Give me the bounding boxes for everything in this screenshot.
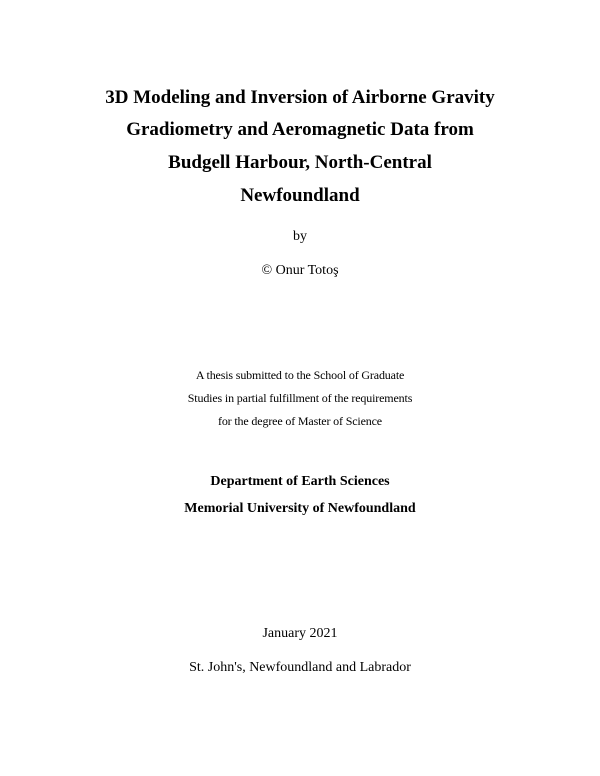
submission-place: St. John's, Newfoundland and Labrador (189, 660, 411, 675)
title-line-2: Gradiometry and Aeromagnetic Data from (126, 119, 474, 140)
by-label: by (293, 229, 307, 244)
title-line-4: Newfoundland (240, 185, 360, 206)
thesis-statement-line-3: for the degree of Master of Science (217, 414, 382, 428)
title-line-3: Budgell Harbour, North-Central (168, 152, 432, 173)
author-name: © Onur Totoş (261, 263, 339, 278)
title-line-1: 3D Modeling and Inversion of Airborne Gravity (105, 87, 495, 108)
thesis-statement-line-1: A thesis submitted to the School of Graduate (195, 368, 405, 382)
thesis-statement-line-2: Studies in partial fulfillment of the requirements (187, 391, 413, 405)
university-name: Memorial University of Newfoundland (184, 501, 416, 516)
submission-date: January 2021 (262, 626, 338, 641)
department-name: Department of Earth Sciences (210, 474, 390, 489)
